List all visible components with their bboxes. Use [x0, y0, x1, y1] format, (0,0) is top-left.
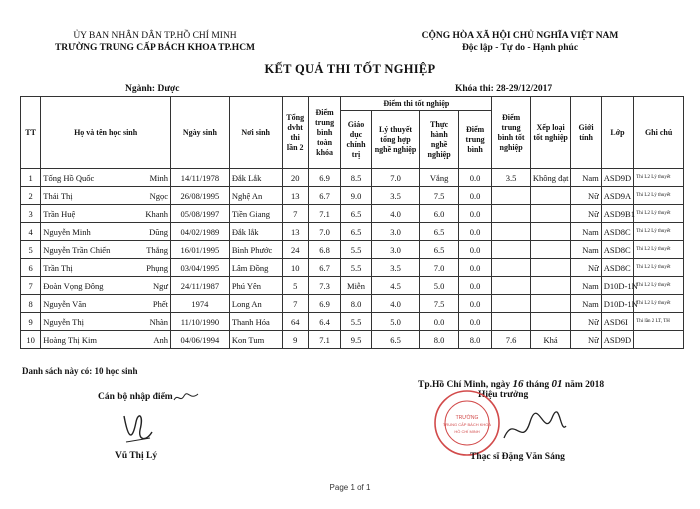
cell-cls: ASD9B1	[601, 205, 633, 223]
cell-note: Thi L2 Lý thuyết	[634, 259, 684, 277]
cell-dob: 04/06/1994	[171, 331, 230, 349]
cell-exam: 0.0	[458, 295, 491, 313]
org-line-2: TRƯỜNG TRUNG CẤP BÁCH KHOA TP.HCM	[54, 43, 256, 53]
cell-tt: 9	[21, 313, 41, 331]
cell-final	[492, 241, 531, 259]
cell-name	[41, 277, 171, 295]
cell-name	[41, 241, 171, 259]
header-gender: Giới tính	[571, 97, 601, 169]
table-row	[21, 331, 684, 349]
cell-rank	[530, 277, 571, 295]
cell-first-name: Ngư	[153, 280, 169, 291]
cell-first-name: Phết	[152, 298, 169, 309]
cell-tt: 3	[21, 205, 41, 223]
cell-pra: 7.5	[420, 187, 459, 205]
table-row	[21, 295, 684, 313]
cell-pol: 5.5	[341, 313, 371, 331]
cell-rank	[530, 241, 571, 259]
cell-avg: 7.0	[308, 223, 340, 241]
cell-the: 5.0	[371, 313, 420, 331]
principal-title: Hiệu trưởng	[478, 390, 529, 400]
cell-avg: 6.9	[308, 169, 340, 187]
cell-avg: 7.1	[308, 205, 340, 223]
cell-the: 3.0	[371, 223, 420, 241]
cell-note: Thi L2 Lý thuyết	[634, 223, 684, 241]
table-row	[21, 277, 684, 295]
cell-gender: Nam	[571, 277, 601, 295]
month-value: 01	[551, 378, 563, 390]
cell-exam: 0.0	[458, 223, 491, 241]
cell-pob: Thanh Hóa	[229, 313, 282, 331]
cell-the: 3.0	[371, 241, 420, 259]
principal-signature	[500, 408, 570, 450]
cell-tt: 7	[21, 277, 41, 295]
cell-rank: Khá	[530, 331, 571, 349]
cell-pra: 7.5	[420, 295, 459, 313]
cell-the: 4.0	[371, 205, 420, 223]
cell-last-name: Nguyễn Thị	[43, 316, 84, 327]
cell-gender: Nam	[571, 241, 601, 259]
header-final-avg: Điểm trung bình tốt nghiệp	[492, 97, 531, 169]
cell-gender: Nam	[571, 169, 601, 187]
cell-cls: ASD9D	[601, 169, 633, 187]
school-stamp	[432, 388, 502, 458]
cell-the: 7.0	[371, 169, 420, 187]
cell-the: 6.5	[371, 331, 420, 349]
cell-rank	[530, 187, 571, 205]
svg-text:TRƯỜNG: TRƯỜNG	[455, 415, 479, 421]
results-table	[20, 96, 684, 349]
cell-rank	[530, 205, 571, 223]
cell-rank	[530, 295, 571, 313]
cell-avg: 6.8	[308, 241, 340, 259]
cell-dob: 26/08/1995	[171, 187, 230, 205]
cell-pra: 6.5	[420, 241, 459, 259]
cell-pol: 5.5	[341, 241, 371, 259]
header-theory: Lý thuyết tổng hợp nghề nghiệp	[371, 111, 420, 169]
svg-text:TRUNG CẤP BÁCH KHOA: TRUNG CẤP BÁCH KHOA	[442, 422, 492, 427]
cell-name	[41, 187, 171, 205]
cell-dob: 16/01/1995	[171, 241, 230, 259]
cell-first-name: Thắng	[146, 244, 169, 255]
cell-first-name: Ngọc	[149, 190, 169, 201]
cell-pra: 6.5	[420, 223, 459, 241]
cell-tt: 2	[21, 187, 41, 205]
cell-gpa: 5	[282, 277, 308, 295]
header-practice: Thực hành nghề nghiệp	[420, 111, 459, 169]
cell-exam: 0.0	[458, 259, 491, 277]
cell-avg: 6.7	[308, 187, 340, 205]
cell-gpa: 13	[282, 223, 308, 241]
cell-avg: 6.7	[308, 259, 340, 277]
cell-cls: ASD9A	[601, 187, 633, 205]
cell-name	[41, 295, 171, 313]
header-dob: Ngày sinh	[171, 97, 230, 169]
cell-name	[41, 205, 171, 223]
header-class: Lớp	[601, 97, 633, 169]
day-value: 16	[512, 378, 524, 390]
cell-first-name: Anh	[153, 334, 169, 345]
cell-final	[492, 259, 531, 277]
cell-pol: 6.5	[341, 205, 371, 223]
cell-note	[634, 331, 684, 349]
cell-dob: 11/10/1990	[171, 313, 230, 331]
cell-tt: 8	[21, 295, 41, 313]
cell-tt: 4	[21, 223, 41, 241]
table-row	[21, 223, 684, 241]
cell-pol: Miễn	[341, 277, 371, 295]
cell-last-name: Tống Hồ Quốc	[43, 172, 95, 183]
cell-pob: Đắk lắk	[229, 223, 282, 241]
header-note: Ghi chú	[634, 97, 684, 169]
cell-gender: Nam	[571, 223, 601, 241]
cell-cls: ASD9D	[601, 331, 633, 349]
table-row	[21, 205, 684, 223]
header-politics: Giáo dục chính trị	[341, 111, 371, 169]
cell-first-name: Nhàn	[149, 316, 169, 327]
cell-tt: 1	[21, 169, 41, 187]
principal-name: Thạc sĩ Đặng Văn Sáng	[470, 452, 565, 462]
page-indicator: Page 1 of 1	[329, 483, 371, 492]
header-credits: Tổng dvht thi lần 2	[282, 97, 308, 169]
cell-pol: 8.5	[341, 169, 371, 187]
cell-gender: Nữ	[571, 187, 601, 205]
cell-pob: Tiền Giang	[229, 205, 282, 223]
cell-exam: 0.0	[458, 277, 491, 295]
cell-exam: 8.0	[458, 331, 491, 349]
cell-gpa: 7	[282, 295, 308, 313]
cell-pob: Long An	[229, 295, 282, 313]
cell-gender: Nữ	[571, 259, 601, 277]
cell-dob: 05/08/1997	[171, 205, 230, 223]
cell-last-name: Nguyễn Văn	[43, 298, 87, 309]
cell-gpa: 7	[282, 205, 308, 223]
nation-header	[395, 30, 645, 54]
cell-final: 3.5	[492, 169, 531, 187]
cell-gpa: 20	[282, 169, 308, 187]
cell-the: 4.5	[371, 277, 420, 295]
table-row	[21, 241, 684, 259]
cell-final	[492, 295, 531, 313]
cell-pob: Lâm Đồng	[229, 259, 282, 277]
document-title: KẾT QUẢ THI TỐT NGHIỆP	[264, 62, 436, 76]
cell-pol: 9.5	[341, 331, 371, 349]
cell-pra: Vắng	[420, 169, 459, 187]
cell-last-name: Trần Huệ	[43, 208, 76, 219]
cell-rank: Không đạt	[530, 169, 571, 187]
major-label: Ngành: Dược	[125, 84, 180, 94]
cell-pol: 8.0	[341, 295, 371, 313]
cell-pra: 0.0	[420, 313, 459, 331]
cell-final	[492, 205, 531, 223]
cell-tt: 5	[21, 241, 41, 259]
cell-exam: 0.0	[458, 187, 491, 205]
cell-gpa: 10	[282, 259, 308, 277]
cell-first-name: Khanh	[145, 208, 169, 219]
cell-note: Thi lần 2 LT, TH	[634, 313, 684, 331]
cell-last-name: Thái Thị	[43, 190, 73, 201]
nation-line-2: Độc lập - Tự do - Hạnh phúc	[461, 43, 579, 53]
maker-title: Cán bộ nhập điểm	[98, 392, 173, 402]
cell-gpa: 64	[282, 313, 308, 331]
cell-note: Thi L2 Lý thuyết	[634, 187, 684, 205]
cell-exam: 0.0	[458, 169, 491, 187]
cell-exam: 0.0	[458, 205, 491, 223]
cell-final	[492, 187, 531, 205]
svg-text:HỒ CHÍ MINH: HỒ CHÍ MINH	[454, 429, 480, 434]
cell-avg: 7.1	[308, 331, 340, 349]
cell-cls: ASD8C	[601, 223, 633, 241]
cell-tt: 6	[21, 259, 41, 277]
cell-gender: Nữ	[571, 205, 601, 223]
cell-pob: Nghệ An	[229, 187, 282, 205]
cell-note: Thi L2 Lý thuyết	[634, 277, 684, 295]
cell-first-name: Phụng	[146, 262, 169, 273]
cell-note: Thi L2 Lý thuyết	[634, 205, 684, 223]
header-exam-group: Điểm thi tốt nghiệp	[341, 97, 492, 111]
table-row	[21, 187, 684, 205]
table-row	[21, 169, 684, 187]
maker-initials-mark	[172, 391, 200, 403]
cell-the: 3.5	[371, 259, 420, 277]
cell-gender: Nam	[571, 295, 601, 313]
table-row	[21, 259, 684, 277]
cell-last-name: Trần Thị	[43, 262, 73, 273]
cell-final	[492, 313, 531, 331]
cell-last-name: Hoàng Thị Kim	[43, 334, 97, 345]
cell-the: 3.5	[371, 187, 420, 205]
student-count: Danh sách này có: 10 học sinh	[22, 366, 138, 376]
org-header	[20, 30, 290, 54]
cell-final: 7.6	[492, 331, 531, 349]
cell-note: Thi L2 Lý thuyết	[634, 295, 684, 313]
cell-pra: 5.0	[420, 277, 459, 295]
cell-pob: Bình Phước	[229, 241, 282, 259]
year-word: năm 2018	[564, 380, 605, 390]
cell-last-name: Nguyễn Minh	[43, 226, 91, 237]
results-body	[21, 169, 684, 349]
cell-rank	[530, 313, 571, 331]
header-rank: Xếp loại tốt nghiệp	[530, 97, 571, 169]
cell-name	[41, 313, 171, 331]
cell-pra: 6.0	[420, 205, 459, 223]
cell-pra: 7.0	[420, 259, 459, 277]
cell-cls: ASD6I	[601, 313, 633, 331]
cell-dob: 03/04/1995	[171, 259, 230, 277]
cell-dob: 1974	[171, 295, 230, 313]
cell-last-name: Nguyễn Trần Chiến	[43, 244, 111, 255]
cell-pra: 8.0	[420, 331, 459, 349]
cell-dob: 04/02/1989	[171, 223, 230, 241]
maker-signature	[118, 408, 158, 448]
cell-name	[41, 169, 171, 187]
cell-name	[41, 331, 171, 349]
cell-dob: 24/11/1987	[171, 277, 230, 295]
cell-gender: Nữ	[571, 313, 601, 331]
cell-first-name: Minh	[149, 172, 169, 183]
cell-gpa: 24	[282, 241, 308, 259]
cell-avg: 7.3	[308, 277, 340, 295]
cell-pob: Phú Yên	[229, 277, 282, 295]
maker-name: Vũ Thị Lý	[115, 451, 158, 461]
cell-pol: 5.5	[341, 259, 371, 277]
cell-exam: 0.0	[458, 313, 491, 331]
cell-gender: Nữ	[571, 331, 601, 349]
header-course-avg: Điểm trung bình toàn khóa	[308, 97, 340, 169]
cell-avg: 6.9	[308, 295, 340, 313]
cell-note: Thi L2 Lý thuyết	[634, 241, 684, 259]
cell-cls: ASD8C	[601, 241, 633, 259]
cell-pob: Kon Tum	[229, 331, 282, 349]
cell-name	[41, 223, 171, 241]
cell-rank	[530, 259, 571, 277]
place-prefix: Tp.Hồ Chí Minh, ngày	[418, 380, 511, 390]
month-word: tháng	[525, 380, 550, 390]
cell-pol: 9.0	[341, 187, 371, 205]
cell-rank	[530, 223, 571, 241]
cell-cls: D10D-1N	[601, 277, 633, 295]
header-tt: TT	[21, 97, 41, 169]
table-row	[21, 313, 684, 331]
cell-cls: ASD8C	[601, 259, 633, 277]
cell-dob: 14/11/1978	[171, 169, 230, 187]
org-line-1: ỦY BAN NHÂN DÂN TP.HỒ CHÍ MINH	[73, 31, 237, 41]
cell-tt: 10	[21, 331, 41, 349]
cell-exam: 0.0	[458, 241, 491, 259]
cell-pob: Đắk Lắk	[229, 169, 282, 187]
cell-final	[492, 223, 531, 241]
header-name: Họ và tên học sinh	[41, 97, 171, 169]
cell-avg: 6.4	[308, 313, 340, 331]
cell-the: 4.0	[371, 295, 420, 313]
course-label: Khóa thi: 28-29/12/2017	[455, 84, 553, 94]
cell-last-name: Đoàn Vọng Đông	[43, 280, 104, 291]
cell-gpa: 9	[282, 331, 308, 349]
cell-note: Thi L2 Lý thuyết	[634, 169, 684, 187]
cell-name	[41, 259, 171, 277]
cell-gpa: 13	[282, 187, 308, 205]
cell-first-name: Dũng	[149, 226, 169, 237]
cell-pol: 6.5	[341, 223, 371, 241]
cell-final	[492, 277, 531, 295]
header-pob: Nơi sinh	[229, 97, 282, 169]
nation-line-1: CỘNG HÒA XÃ HỘI CHỦ NGHĨA VIỆT NAM	[421, 31, 619, 41]
cell-cls: D10D-1N	[601, 295, 633, 313]
header-exam-avg: Điểm trung bình	[458, 111, 491, 169]
